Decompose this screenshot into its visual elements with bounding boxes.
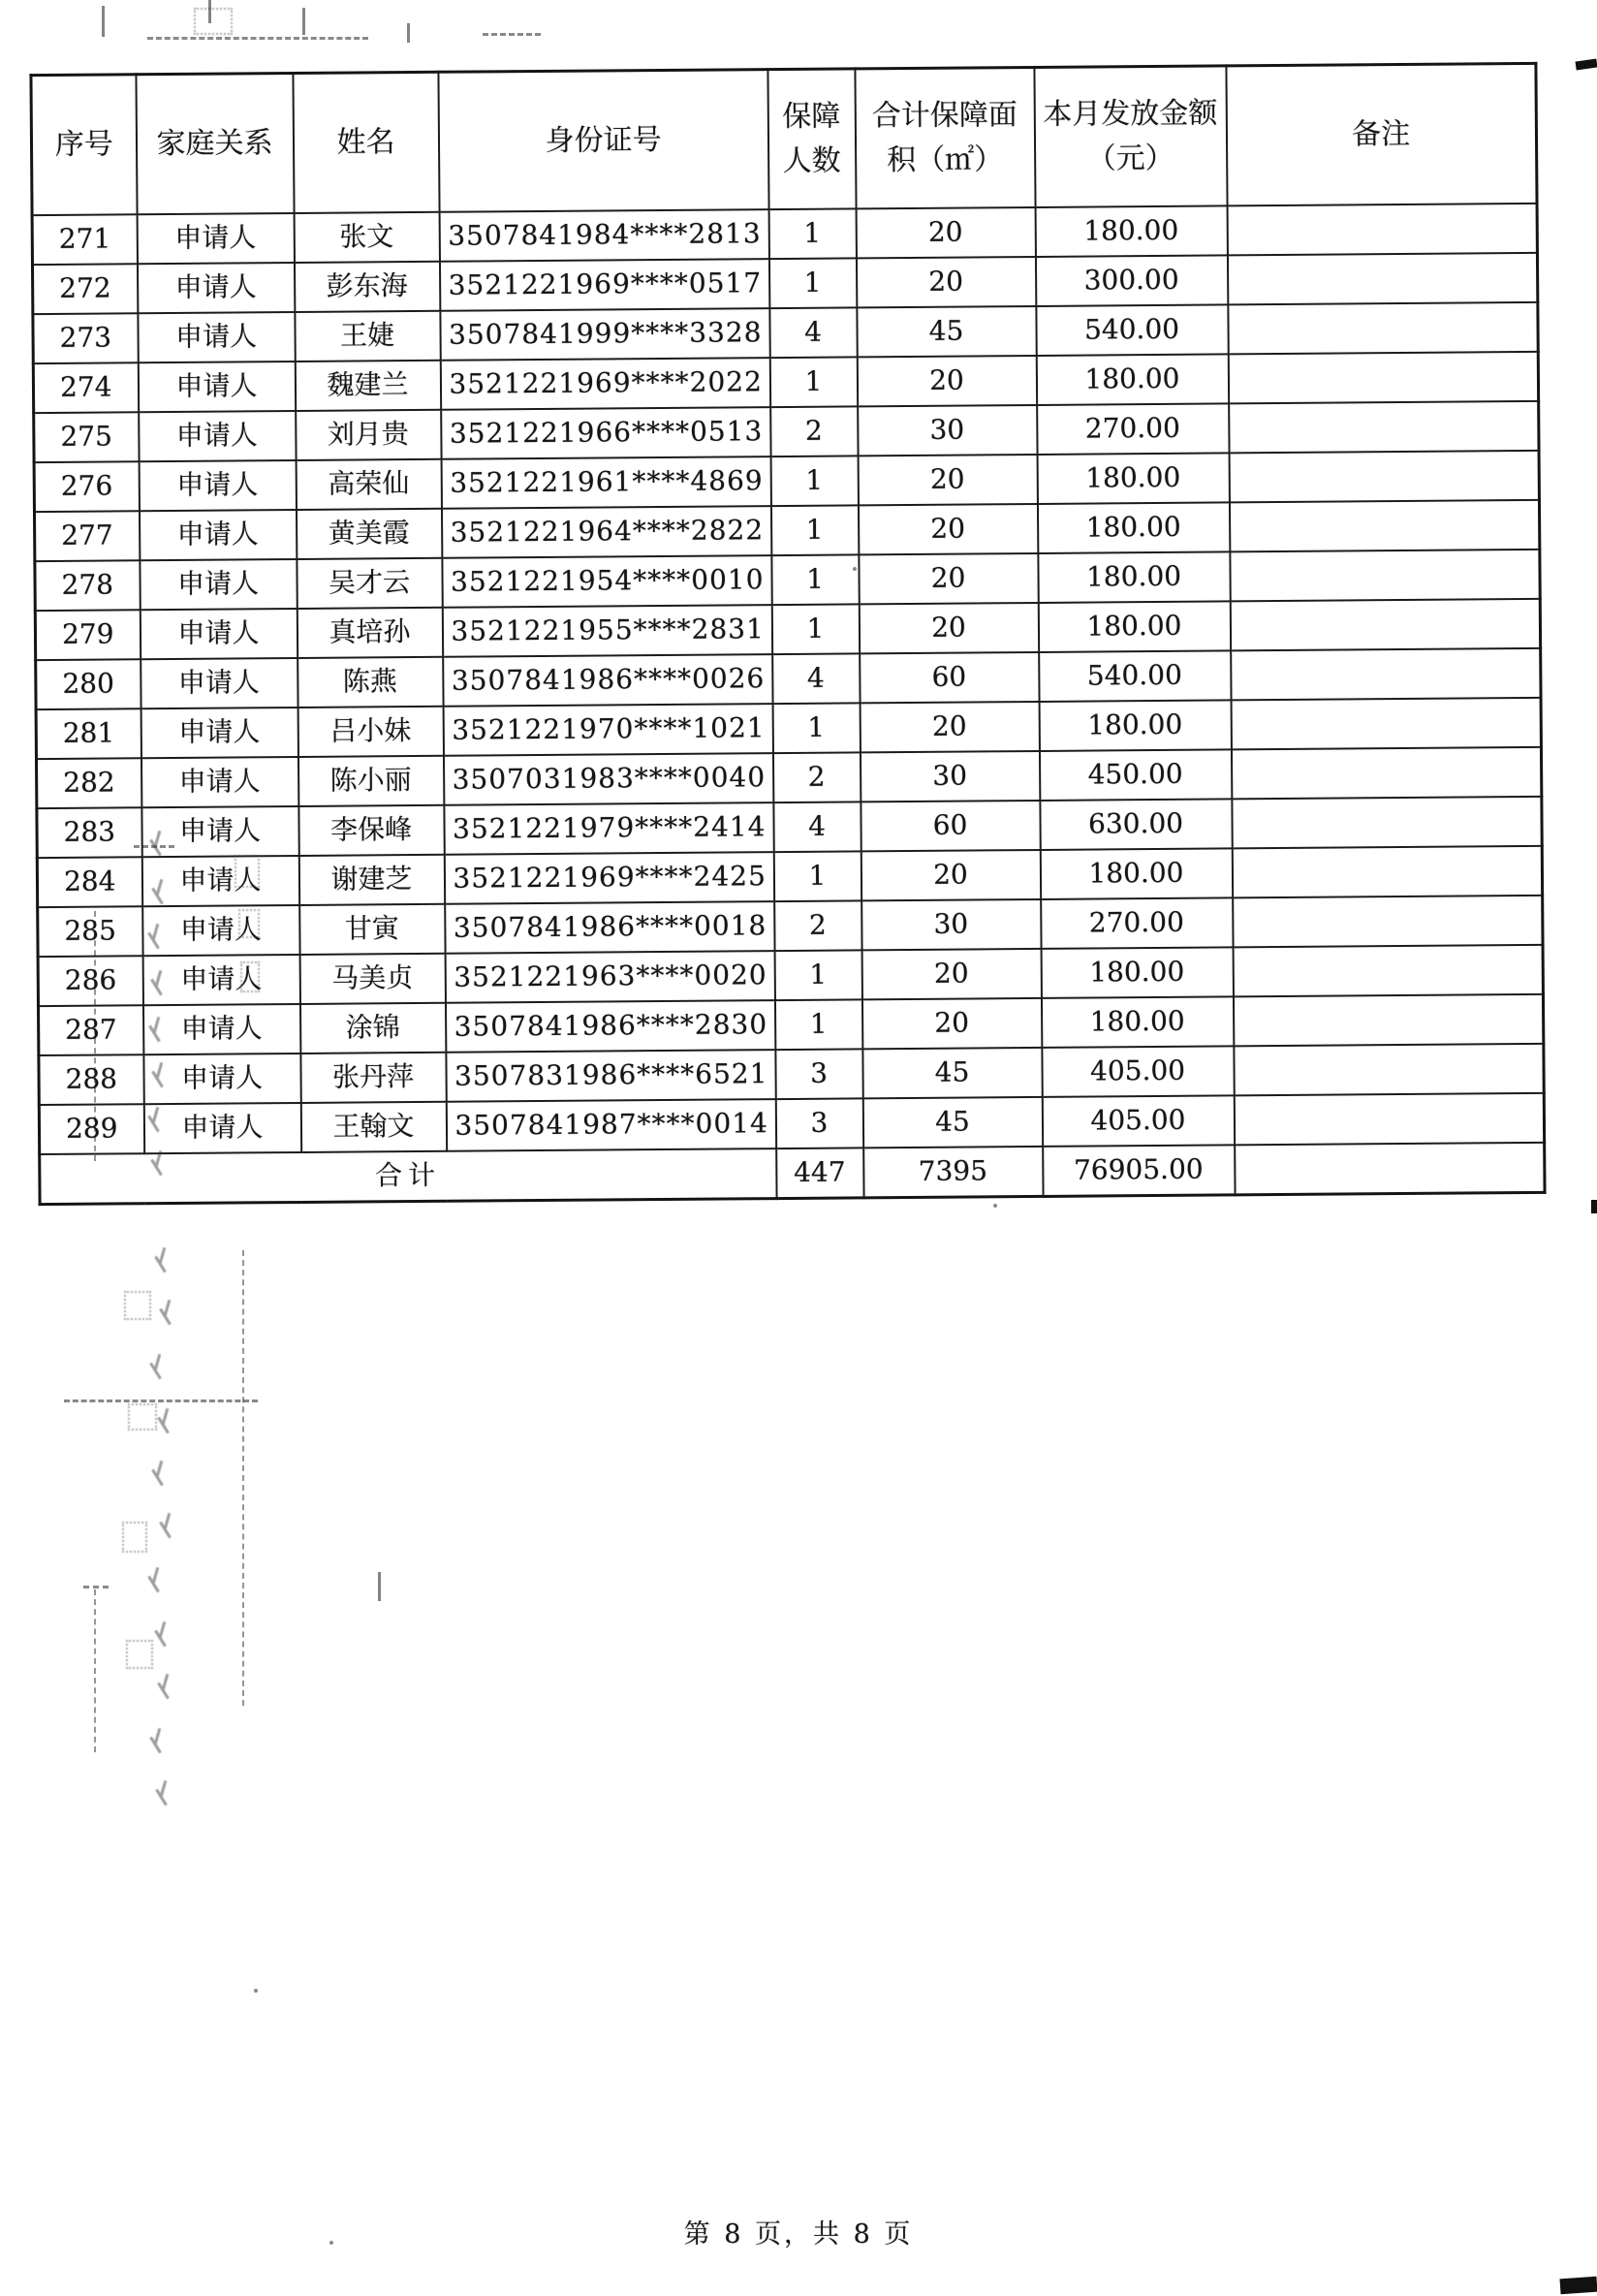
cell-id-number: 3507841986****2830 bbox=[445, 1000, 774, 1053]
cell-persons: 2 bbox=[772, 752, 860, 802]
cell-remark bbox=[1234, 1093, 1544, 1146]
scanned-sheet bbox=[29, 62, 1543, 1206]
cell-amount: 180.00 bbox=[1037, 453, 1229, 504]
cell-id-number: 3507031983****0040 bbox=[443, 753, 772, 805]
cell-area: 30 bbox=[860, 751, 1039, 802]
cell-relation: 申请人 bbox=[143, 1054, 300, 1104]
cell-area: 20 bbox=[859, 603, 1038, 653]
cell-remark bbox=[1233, 896, 1543, 948]
page-footer: 第 8 页，共 8 页 bbox=[683, 2219, 914, 2249]
cell-persons: 1 bbox=[773, 851, 861, 901]
cell-name: 谢建芝 bbox=[298, 855, 444, 905]
cell-name: 魏建兰 bbox=[295, 361, 440, 411]
scan-artifact bbox=[145, 1353, 169, 1380]
header-relation: 家庭关系 bbox=[136, 73, 294, 214]
cell-amount: 270.00 bbox=[1041, 897, 1233, 949]
scan-artifact bbox=[194, 8, 233, 35]
cell-area: 20 bbox=[857, 356, 1036, 406]
cell-id-number: 3507831986****6521 bbox=[446, 1050, 775, 1102]
scan-artifact bbox=[147, 37, 368, 40]
cell-persons: 1 bbox=[770, 456, 858, 506]
cell-remark bbox=[1232, 797, 1542, 849]
cell-relation: 申请人 bbox=[141, 856, 298, 906]
scan-artifact bbox=[83, 1586, 109, 1588]
scan-artifact bbox=[242, 1250, 244, 1706]
subsidy-table bbox=[29, 62, 1546, 1206]
header-area: 合计保障面积（㎡） bbox=[855, 67, 1035, 208]
cell-relation: 申请人 bbox=[142, 1004, 299, 1054]
cell-area: 20 bbox=[859, 553, 1038, 604]
cell-relation: 申请人 bbox=[141, 658, 297, 708]
scan-artifact bbox=[145, 1727, 169, 1754]
cell-id-number: 3507841999****3328 bbox=[440, 308, 769, 361]
cell-serial: 273 bbox=[33, 313, 138, 363]
cell-serial: 282 bbox=[36, 758, 141, 808]
cell-persons: 1 bbox=[768, 258, 856, 308]
cell-id-number: 3521221969****2425 bbox=[444, 852, 773, 904]
cell-serial: 278 bbox=[35, 560, 140, 611]
header-row bbox=[31, 63, 1537, 215]
cell-persons: 2 bbox=[770, 406, 858, 456]
scan-artifact bbox=[150, 1620, 173, 1648]
cell-amount: 180.00 bbox=[1041, 947, 1233, 998]
total-persons: 447 bbox=[776, 1148, 863, 1198]
cell-amount: 180.00 bbox=[1036, 354, 1228, 405]
scan-artifact bbox=[254, 1989, 258, 1993]
cell-id-number: 3521221955****2831 bbox=[442, 605, 771, 657]
table-body bbox=[32, 204, 1545, 1205]
total-label: 合计 bbox=[40, 1148, 776, 1204]
header-serial: 序号 bbox=[31, 75, 137, 215]
cell-id-number: 3507841986****0018 bbox=[445, 901, 774, 954]
scan-artifact bbox=[147, 1460, 171, 1487]
cell-relation: 申请人 bbox=[137, 213, 294, 264]
cell-relation: 申请人 bbox=[138, 312, 295, 362]
cell-remark bbox=[1230, 599, 1540, 651]
cell-area: 20 bbox=[858, 455, 1037, 505]
cell-persons: 3 bbox=[775, 1049, 862, 1099]
cell-remark bbox=[1231, 698, 1541, 750]
cell-id-number: 3521221963****0020 bbox=[445, 951, 774, 1003]
cell-amount: 180.00 bbox=[1040, 848, 1232, 899]
cell-id-number: 3521221954****0010 bbox=[442, 555, 771, 608]
scan-artifact bbox=[128, 1403, 157, 1431]
cell-relation: 申请人 bbox=[142, 955, 299, 1005]
scan-artifact bbox=[94, 1589, 96, 1752]
cell-id-number: 3507841987****0014 bbox=[446, 1099, 775, 1151]
cell-area: 20 bbox=[861, 949, 1041, 999]
cell-persons: 1 bbox=[772, 703, 860, 753]
cell-relation: 申请人 bbox=[141, 806, 298, 857]
cell-persons: 1 bbox=[774, 999, 861, 1050]
cell-name: 王婕 bbox=[295, 311, 440, 362]
scan-artifact bbox=[1575, 59, 1597, 71]
cell-serial: 277 bbox=[34, 511, 139, 561]
cell-amount: 180.00 bbox=[1035, 205, 1227, 257]
cell-amount: 180.00 bbox=[1038, 601, 1230, 652]
cell-name: 吕小妹 bbox=[297, 707, 443, 757]
cell-id-number: 3521221966****0513 bbox=[441, 407, 770, 459]
cell-name: 陈小丽 bbox=[297, 756, 443, 806]
cell-relation: 申请人 bbox=[141, 708, 297, 758]
cell-relation: 申请人 bbox=[141, 757, 297, 807]
cell-area: 60 bbox=[860, 652, 1039, 703]
cell-name: 张丹萍 bbox=[300, 1053, 446, 1103]
cell-serial: 287 bbox=[38, 1005, 142, 1055]
cell-persons: 1 bbox=[769, 357, 857, 407]
scan-artifact bbox=[64, 1400, 258, 1402]
cell-area: 20 bbox=[858, 504, 1037, 554]
cell-relation: 申请人 bbox=[139, 411, 296, 461]
cell-area: 20 bbox=[861, 850, 1040, 900]
cell-amount: 180.00 bbox=[1037, 502, 1229, 553]
cell-area: 60 bbox=[861, 801, 1040, 851]
cell-id-number: 3521221964****2822 bbox=[441, 506, 770, 558]
cell-area: 30 bbox=[861, 899, 1041, 950]
scan-artifact bbox=[208, 0, 211, 23]
cell-remark bbox=[1229, 451, 1539, 503]
cell-persons: 1 bbox=[774, 950, 861, 1000]
cell-name: 甘寅 bbox=[299, 904, 445, 955]
cell-amount: 450.00 bbox=[1039, 749, 1231, 801]
cell-name: 刘月贵 bbox=[296, 410, 441, 460]
cell-amount: 405.00 bbox=[1042, 1095, 1234, 1147]
cell-remark bbox=[1233, 994, 1543, 1047]
cell-serial: 281 bbox=[36, 708, 141, 759]
scan-artifact bbox=[1559, 2277, 1597, 2295]
cell-name: 彭东海 bbox=[294, 262, 439, 312]
cell-remark bbox=[1231, 648, 1541, 701]
cell-serial: 286 bbox=[38, 956, 142, 1006]
cell-remark bbox=[1233, 945, 1543, 997]
cell-amount: 180.00 bbox=[1038, 551, 1230, 603]
header-amount: 本月发放金额（元） bbox=[1034, 66, 1227, 207]
cell-relation: 申请人 bbox=[143, 1103, 300, 1153]
scan-artifact bbox=[124, 1291, 151, 1320]
scan-artifact bbox=[151, 1779, 174, 1807]
cell-remark bbox=[1234, 1044, 1544, 1096]
cell-id-number: 3521221970****1021 bbox=[443, 704, 772, 756]
cell-relation: 申请人 bbox=[139, 510, 296, 560]
total-remark bbox=[1235, 1143, 1545, 1195]
cell-serial: 285 bbox=[38, 906, 142, 957]
scan-artifact bbox=[150, 1246, 173, 1274]
cell-id-number: 3521221979****2414 bbox=[444, 802, 773, 855]
cell-area: 45 bbox=[857, 306, 1036, 357]
cell-serial: 289 bbox=[39, 1104, 143, 1154]
scan-artifact bbox=[153, 1673, 176, 1700]
cell-persons: 4 bbox=[769, 307, 857, 358]
cell-persons: 2 bbox=[774, 900, 861, 951]
cell-name: 高荣仙 bbox=[296, 459, 441, 510]
cell-amount: 300.00 bbox=[1035, 255, 1227, 306]
cell-persons: 1 bbox=[771, 554, 859, 605]
cell-remark bbox=[1227, 253, 1537, 305]
scan-artifact bbox=[155, 1512, 178, 1539]
table-header bbox=[31, 63, 1537, 215]
cell-area: 45 bbox=[862, 1048, 1042, 1098]
scan-artifact bbox=[153, 1407, 176, 1434]
cell-remark bbox=[1229, 500, 1539, 552]
cell-remark bbox=[1231, 747, 1541, 800]
cell-remark bbox=[1232, 846, 1542, 898]
total-amount: 76905.00 bbox=[1043, 1145, 1235, 1196]
cell-relation: 申请人 bbox=[137, 263, 294, 313]
cell-serial: 271 bbox=[32, 214, 137, 265]
cell-amount: 180.00 bbox=[1039, 700, 1231, 751]
cell-amount: 540.00 bbox=[1039, 650, 1231, 702]
cell-amount: 180.00 bbox=[1041, 996, 1233, 1048]
cell-area: 30 bbox=[858, 405, 1037, 456]
cell-serial: 275 bbox=[34, 412, 139, 462]
cell-name: 涂锦 bbox=[299, 1003, 445, 1054]
cell-serial: 284 bbox=[37, 857, 141, 907]
cell-relation: 申请人 bbox=[142, 905, 299, 956]
cell-amount: 270.00 bbox=[1037, 403, 1229, 455]
cell-persons: 3 bbox=[775, 1098, 862, 1148]
cell-relation: 申请人 bbox=[140, 609, 297, 659]
scan-artifact bbox=[993, 1204, 997, 1208]
cell-persons: 4 bbox=[773, 802, 861, 852]
cell-id-number: 3521221961****4869 bbox=[441, 456, 770, 509]
cell-remark bbox=[1227, 204, 1537, 256]
scan-artifact bbox=[155, 1299, 178, 1326]
cell-remark bbox=[1230, 550, 1540, 602]
total-row bbox=[40, 1143, 1545, 1205]
cell-amount: 630.00 bbox=[1040, 799, 1232, 850]
cell-area: 45 bbox=[862, 1097, 1042, 1148]
scan-artifact bbox=[143, 1566, 167, 1593]
scan-artifact bbox=[1591, 1200, 1597, 1213]
header-name: 姓名 bbox=[293, 72, 439, 213]
header-remark: 备注 bbox=[1226, 63, 1537, 205]
cell-serial: 272 bbox=[32, 264, 137, 314]
cell-serial: 283 bbox=[37, 807, 141, 858]
cell-persons: 1 bbox=[771, 604, 859, 654]
scan-artifact bbox=[378, 1572, 381, 1601]
cell-serial: 280 bbox=[36, 659, 141, 709]
cell-id-number: 3521221969****2022 bbox=[440, 358, 769, 410]
cell-name: 张文 bbox=[294, 212, 439, 263]
cell-area: 20 bbox=[856, 257, 1035, 307]
cell-serial: 288 bbox=[39, 1054, 143, 1105]
cell-amount: 540.00 bbox=[1036, 304, 1228, 356]
header-persons: 保障人数 bbox=[767, 69, 856, 209]
cell-id-number: 3507841984****2813 bbox=[439, 209, 768, 262]
cell-area: 20 bbox=[861, 998, 1041, 1049]
scan-artifact bbox=[126, 1640, 153, 1669]
cell-serial: 274 bbox=[33, 362, 138, 413]
cell-name: 真培孙 bbox=[297, 608, 442, 658]
cell-remark bbox=[1228, 302, 1538, 355]
cell-name: 马美贞 bbox=[299, 954, 445, 1004]
scan-artifact bbox=[122, 1522, 147, 1553]
total-area: 7395 bbox=[863, 1147, 1043, 1198]
cell-remark bbox=[1229, 401, 1539, 454]
cell-serial: 279 bbox=[35, 610, 140, 660]
cell-name: 陈燕 bbox=[297, 657, 443, 708]
cell-serial: 276 bbox=[34, 461, 139, 512]
cell-name: 吴才云 bbox=[297, 558, 442, 609]
scan-artifact bbox=[102, 6, 105, 37]
header-id-number: 身份证号 bbox=[438, 70, 768, 212]
scan-artifact bbox=[407, 23, 410, 43]
cell-name: 黄美霞 bbox=[296, 509, 441, 559]
cell-remark bbox=[1228, 352, 1538, 404]
cell-persons: 1 bbox=[768, 208, 856, 259]
cell-persons: 4 bbox=[772, 653, 860, 704]
cell-amount: 405.00 bbox=[1042, 1046, 1234, 1097]
cell-id-number: 3521221969****0517 bbox=[439, 259, 768, 311]
cell-area: 20 bbox=[860, 702, 1039, 752]
cell-area: 20 bbox=[856, 207, 1035, 258]
scan-artifact bbox=[483, 33, 541, 36]
cell-persons: 1 bbox=[770, 505, 858, 555]
cell-name: 王翰文 bbox=[300, 1102, 446, 1152]
cell-relation: 申请人 bbox=[139, 460, 296, 511]
cell-relation: 申请人 bbox=[138, 362, 295, 412]
cell-relation: 申请人 bbox=[140, 559, 297, 610]
cell-id-number: 3507841986****0026 bbox=[443, 654, 772, 707]
cell-name: 李保峰 bbox=[298, 805, 444, 856]
scan-artifact bbox=[302, 8, 305, 35]
